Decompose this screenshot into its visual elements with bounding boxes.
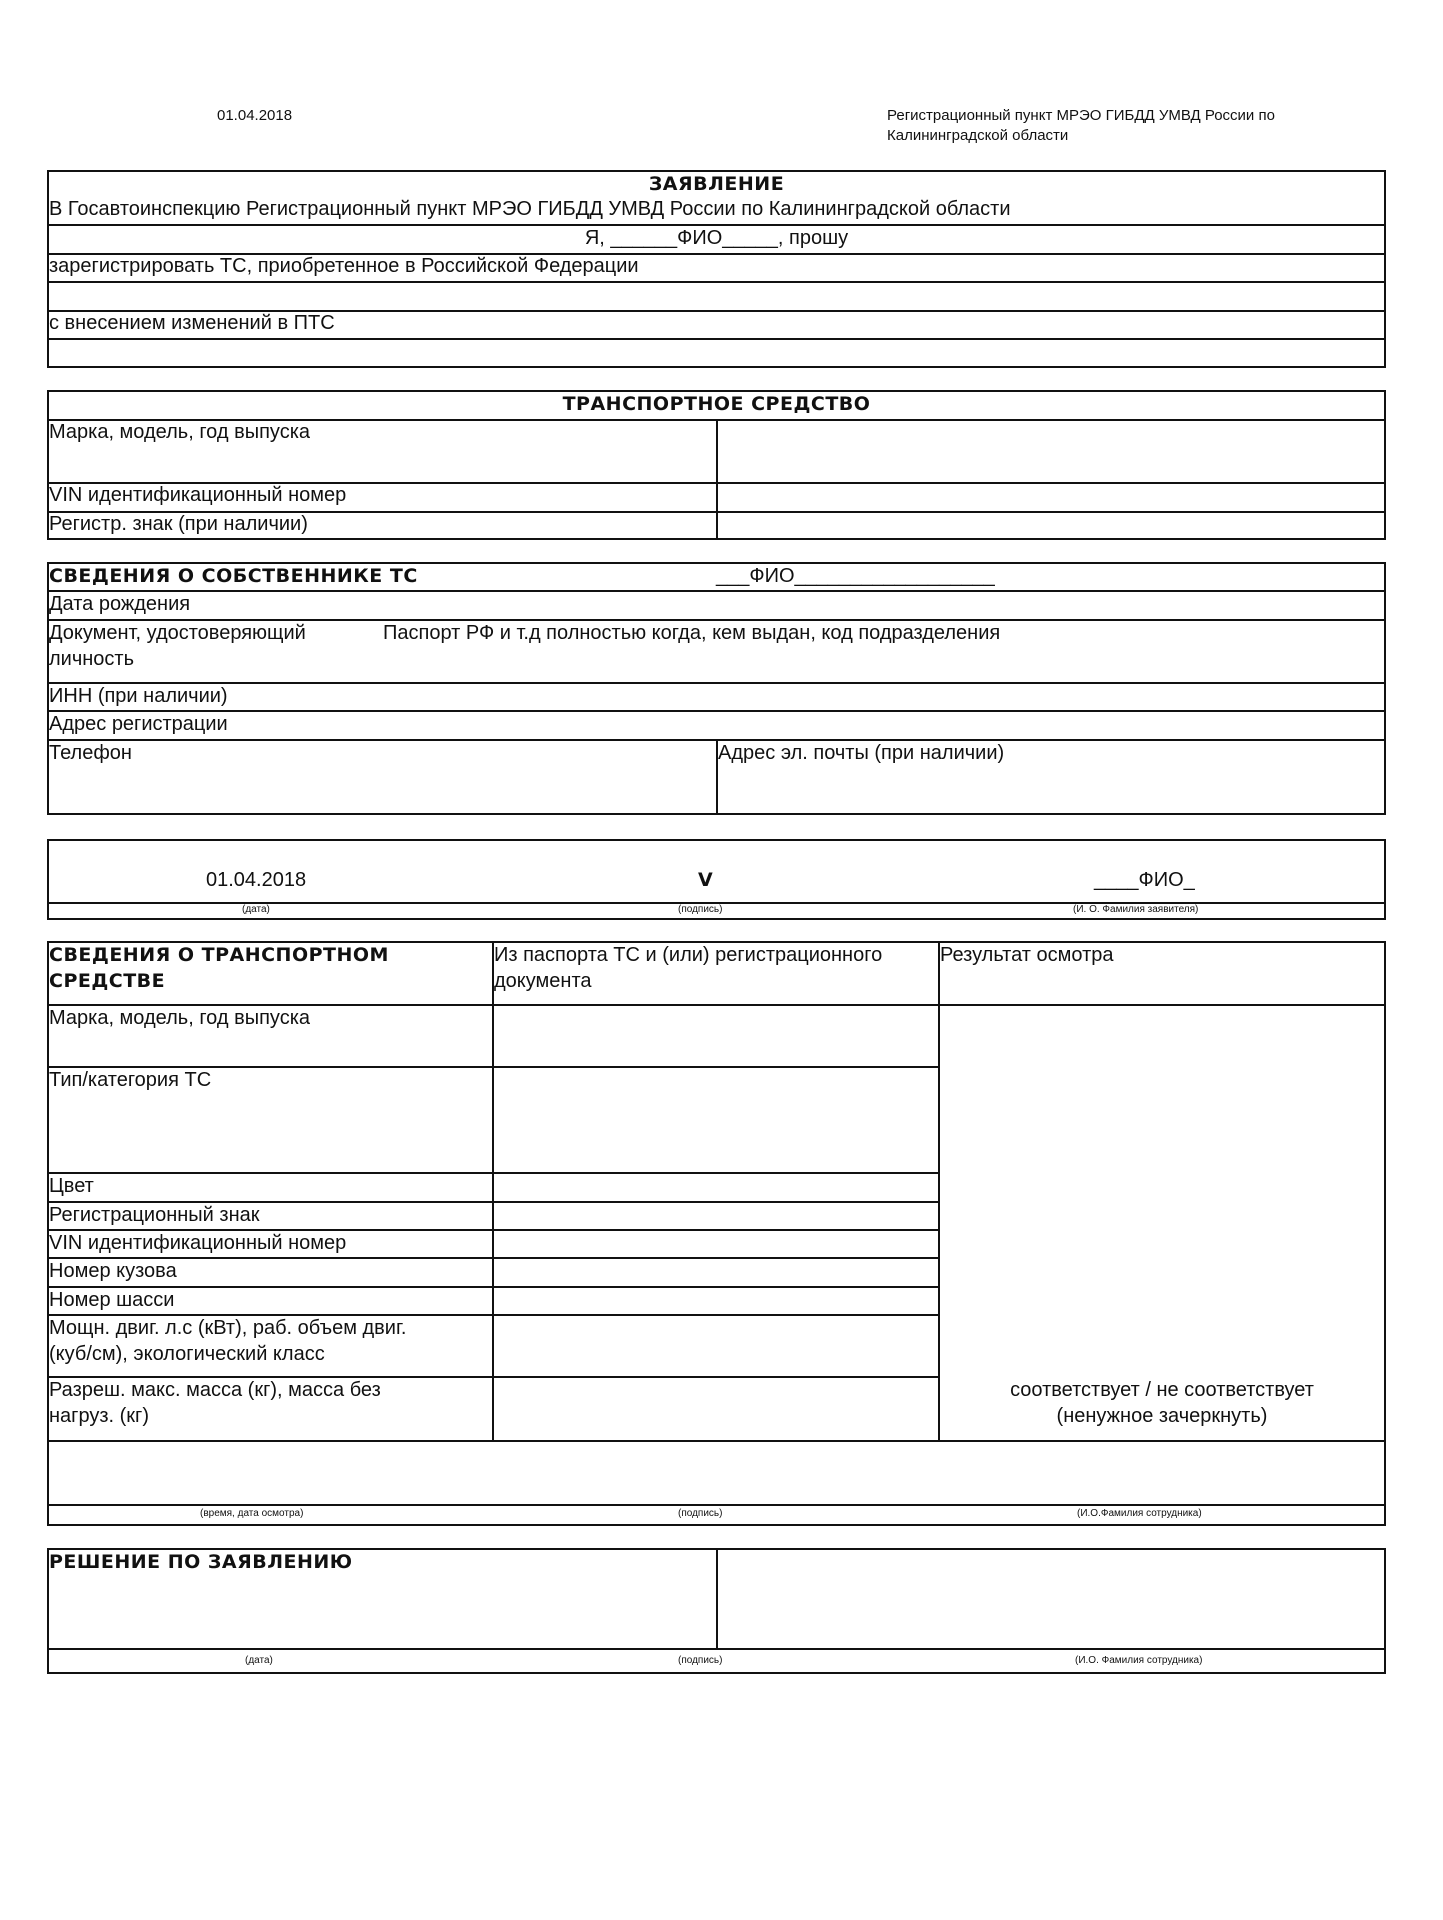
application-title: ЗАЯВЛЕНИЕ [648, 173, 785, 195]
owner-phone-label: Телефон [49, 742, 132, 764]
inspection-title-line2: СРЕДСТВЕ [49, 970, 166, 992]
inspection-type-category-label: Тип/категория ТС [49, 1069, 212, 1091]
owner-id-doc-label-line2: личность [49, 648, 135, 670]
vehicle-reg-plate-label: Регистр. знак (при наличии) [49, 513, 308, 535]
inspection-power-label-line2: (куб/см), экологический класс [49, 1343, 325, 1365]
inspection-col2-line1: Из паспорта ТС и (или) регистрационного [494, 944, 883, 966]
inspection-vin-label: VIN идентификационный номер [49, 1232, 347, 1254]
inspection-reg-plate-label: Регистрационный знак [49, 1204, 260, 1226]
applicant-signature-caption: (подпись) [678, 904, 723, 915]
owner-address-label: Адрес регистрации [49, 713, 228, 735]
inspection-color-label: Цвет [49, 1175, 94, 1197]
inspection-mass-label-line2: нагруз. (кг) [49, 1405, 150, 1427]
inspection-power-label-line1: Мощн. двиг. л.с (кВт), раб. объем двиг. [49, 1317, 407, 1339]
inspection-result-line1: соответствует / не соответствует [1010, 1379, 1314, 1401]
inspection-title-line1: СВЕДЕНИЯ О ТРАНСПОРТНОМ [49, 944, 389, 966]
decision-signature-caption: (подпись) [678, 1655, 723, 1666]
inspection-result-line2: (ненужное зачеркнуть) [1056, 1405, 1268, 1427]
applicant-name-caption: (И. О. Фамилия заявителя) [1073, 904, 1199, 915]
header-office-line2: Калининградской области [887, 127, 1069, 144]
vehicle-title: ТРАНСПОРТНОЕ СРЕДСТВО [562, 393, 871, 415]
owner-inn-label: ИНН (при наличии) [49, 685, 228, 707]
inspection-chassis-no-label: Номер шасси [49, 1289, 175, 1311]
inspection-make-model-label: Марка, модель, год выпуска [49, 1007, 311, 1029]
owner-title: СВЕДЕНИЯ О СОБСТВЕННИКЕ ТС [49, 565, 418, 587]
inspection-signature-caption: (подпись) [678, 1508, 723, 1519]
decision-title: РЕШЕНИЕ ПО ЗАЯВЛЕНИЮ [49, 1551, 353, 1573]
application-to: В Госавтоинспекцию Регистрационный пункт МРЭО ГИБДД УМВД России по Калининградской области [49, 198, 1011, 220]
header-office-line1: Регистрационный пункт МРЭО ГИБДД УМВД России по [887, 107, 1275, 124]
applicant-name-value: ____ФИО_ [1094, 869, 1195, 891]
inspection-body-no-label: Номер кузова [49, 1260, 177, 1282]
inspection-mass-label-line1: Разреш. макс. масса (кг), масса без [49, 1379, 381, 1401]
inspection-name-caption: (И.О.Фамилия сотрудника) [1077, 1508, 1202, 1519]
application-i-request: Я, ______ФИО_____, прошу [584, 227, 849, 249]
applicant-signature-value: V [698, 869, 714, 891]
inspection-time-caption: (время, дата осмотра) [200, 1508, 304, 1519]
vehicle-vin-label: VIN идентификационный номер [49, 484, 347, 506]
inspection-col2-line2: документа [494, 970, 592, 992]
decision-name-caption: (И.О. Фамилия сотрудника) [1075, 1655, 1203, 1666]
applicant-date-value: 01.04.2018 [206, 869, 307, 891]
decision-date-caption: (дата) [245, 1655, 273, 1666]
applicant-date-caption: (дата) [242, 904, 270, 915]
owner-email-label: Адрес эл. почты (при наличии) [718, 742, 1005, 764]
application-action: зарегистрировать ТС, приобретенное в Российской Федерации [49, 255, 639, 277]
application-changes: с внесением изменений в ПТС [49, 312, 335, 334]
owner-id-doc-value: Паспорт РФ и т.д полностью когда, кем выдан, код подразделения [383, 622, 1001, 644]
owner-id-doc-label-line1: Документ, удостоверяющий [49, 622, 306, 644]
owner-fio: ___ФИО__________________ [716, 565, 995, 587]
owner-birth-date-label: Дата рождения [49, 593, 191, 615]
inspection-col3-header: Результат осмотра [940, 944, 1114, 966]
header-date: 01.04.2018 [217, 107, 293, 124]
vehicle-make-model-label: Марка, модель, год выпуска [49, 421, 311, 443]
